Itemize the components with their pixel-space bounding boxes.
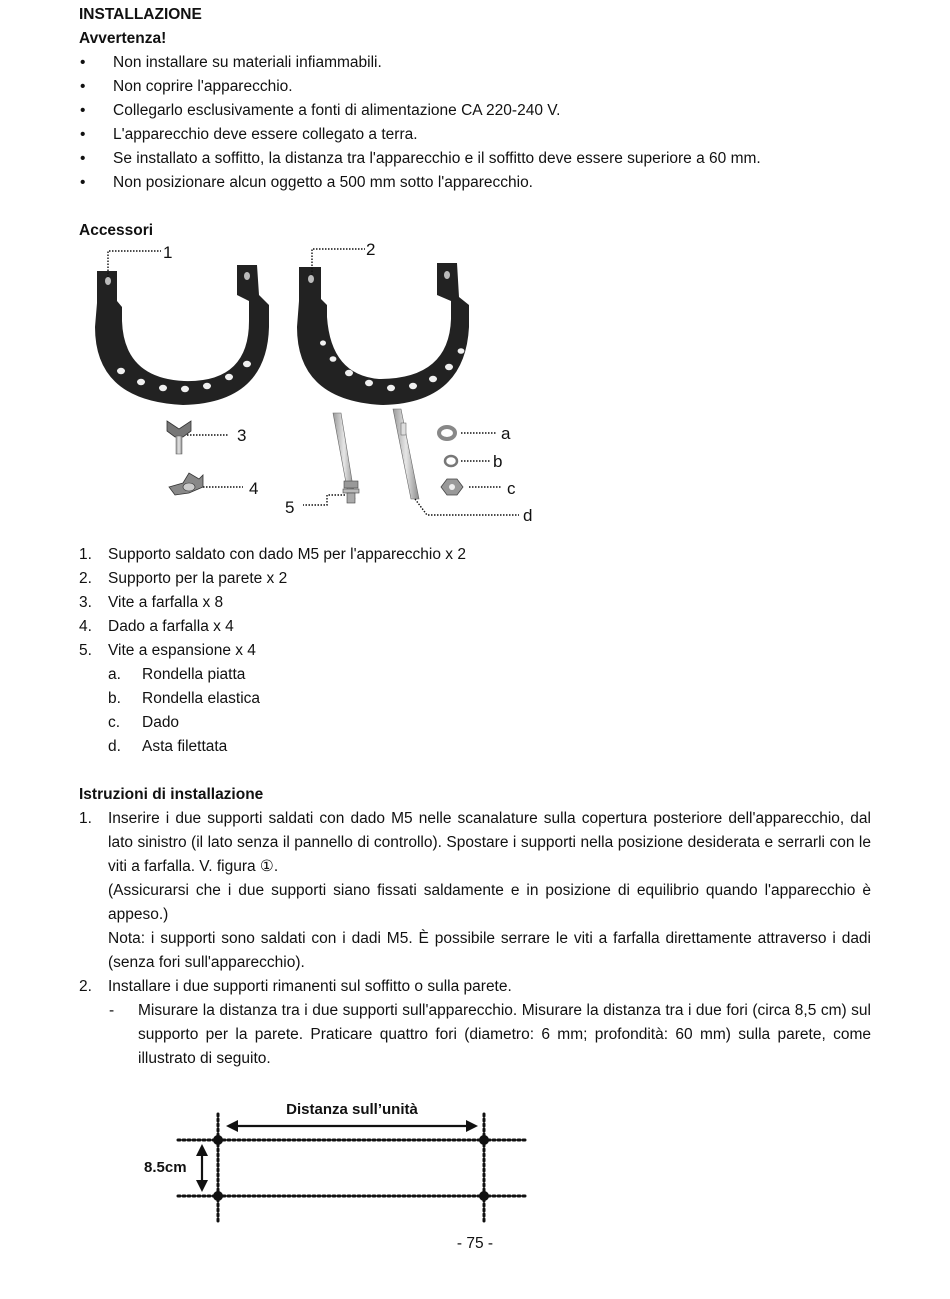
instruction-step-1: 1. Inserire i due supporti saldati con dado M5 nelle scanalature sulla copertura posteriore dell'apparecchio, dal lato sinistro (il lato senza il pannello di controllo). Spostare i supporti nella posizione desiderata e serrarli con le viti a farfalla. V. figura ①. (Assicurarsi che i due supporti siano fissati saldamente e in posizione di equilibrio quando l'apparecchio è appeso.) Nota: i supporti sono saldati con i dadi M5. È possibile serrare le viti a farfalla direttamente attraverso i dadi (senza fori sull'apparecchio). — [79, 807, 871, 975]
drill-hole-marker — [213, 1135, 223, 1145]
step-1-text: Inserire i due supporti saldati con dado M5 nelle scanalature sulla copertura posteriore dell'apparecchio, dal lato sinistro (il lato senza il pannello di controllo). Spostare i supporti nella posizione desiderata e serrarli con le viti a farfalla. V. figura ①. — [108, 810, 871, 875]
warning-item: • L'apparecchio deve essere collegato a terra. — [79, 123, 871, 147]
warning-item: • Se installato a soffitto, la distanza tra l'apparecchio e il soffitto deve essere superiore a 60 mm. — [79, 147, 871, 171]
list-subitem: d. Asta filettata — [108, 738, 228, 755]
spring-washer-image — [445, 456, 457, 466]
bracket-2-image — [297, 263, 469, 405]
step-1-note: Nota: i supporti sono saldati con i dadi M5. È possibile serrare le viti a farfalla direttamente attraverso i dadi (senza fori sull'apparecchio). — [108, 930, 871, 971]
list-item: 3. Vite a farfalla x 8 — [79, 594, 224, 611]
figure-label-5: 5 — [285, 498, 295, 517]
figure-label-b: b — [493, 452, 503, 471]
drill-hole-marker — [213, 1191, 223, 1201]
flat-washer-image — [439, 427, 455, 439]
step-2-subitem: - Misurare la distanza tra i due supporti sull'apparecchio. Misurare la distanza tra i due fori (circa 8,5 cm) sul supporto per la parete. Praticare quattro fori (diametro: 6 mm; profondità: 60 mm) sulla parete, come illustrato di seguito. — [109, 1002, 871, 1067]
step-2-text: Installare i due supporti rimanenti sul soffitto o sulla parete. — [108, 978, 512, 995]
instructions-list — [79, 807, 871, 999]
accessories-sublist — [79, 663, 871, 759]
warning-item: • Non installare su materiali infiammabili. — [79, 51, 871, 75]
list-item: 4. Dado a farfalla x 4 — [79, 618, 234, 635]
section-title-accessori: Accessori — [79, 222, 154, 239]
bracket-1-image — [95, 265, 269, 405]
accessories-list — [79, 543, 871, 663]
vertical-distance-arrow — [196, 1144, 208, 1192]
figure-label-c: c — [507, 479, 516, 498]
figure-label-a: a — [501, 424, 511, 443]
list-subitem: c. Dado — [108, 714, 180, 731]
list-item: 2. Supporto per la parete x 2 — [79, 570, 288, 587]
list-item: 5. Vite a espansione x 4 — [79, 642, 256, 659]
wing-nut-image — [169, 473, 203, 495]
distance-label: Distanza sull’unità — [286, 1101, 418, 1118]
figure-label-1: 1 — [163, 243, 173, 262]
list-subitem: a. Rondella piatta — [108, 666, 246, 683]
drilling-diagram — [140, 1092, 540, 1232]
step-1-paragraph-2: (Assicurarsi che i due supporti siano fissati saldamente e in posizione di equilibrio quando l'apparecchio è appeso.) — [108, 882, 871, 923]
warning-list — [79, 51, 871, 195]
drill-hole-marker — [479, 1191, 489, 1201]
accessories-figure — [79, 243, 549, 535]
section-title-istruzioni: Istruzioni di installazione — [79, 786, 264, 803]
figure-label-2: 2 — [366, 243, 376, 259]
drill-hole-marker — [479, 1135, 489, 1145]
threaded-rod-image — [393, 409, 419, 499]
instruction-step-2: 2. Installare i due supporti rimanenti sul soffitto o sulla parete. — [79, 975, 871, 999]
page-number: - 75 - — [456, 1235, 494, 1252]
section-title-installazione: INSTALLAZIONE — [79, 6, 202, 23]
list-subitem: b. Rondella elastica — [108, 690, 261, 707]
figure-label-d: d — [523, 506, 533, 525]
wing-screw-image — [167, 421, 191, 454]
page-body — [79, 3, 871, 1071]
expansion-screw-image — [333, 413, 359, 503]
horizontal-distance-arrow — [226, 1120, 478, 1132]
warning-item: • Collegarlo esclusivamente a fonti di alimentazione CA 220-240 V. — [79, 99, 871, 123]
figure-label-4: 4 — [249, 479, 259, 498]
warning-title: Avvertenza! — [79, 30, 167, 47]
figure-label-3: 3 — [237, 426, 247, 445]
list-item: 1. Supporto saldato con dado M5 per l'apparecchio x 2 — [79, 546, 466, 563]
warning-item: • Non coprire l'apparecchio. — [79, 75, 871, 99]
warning-item: • Non posizionare alcun oggetto a 500 mm sotto l'apparecchio. — [79, 171, 871, 195]
height-label: 8.5cm — [144, 1159, 187, 1176]
